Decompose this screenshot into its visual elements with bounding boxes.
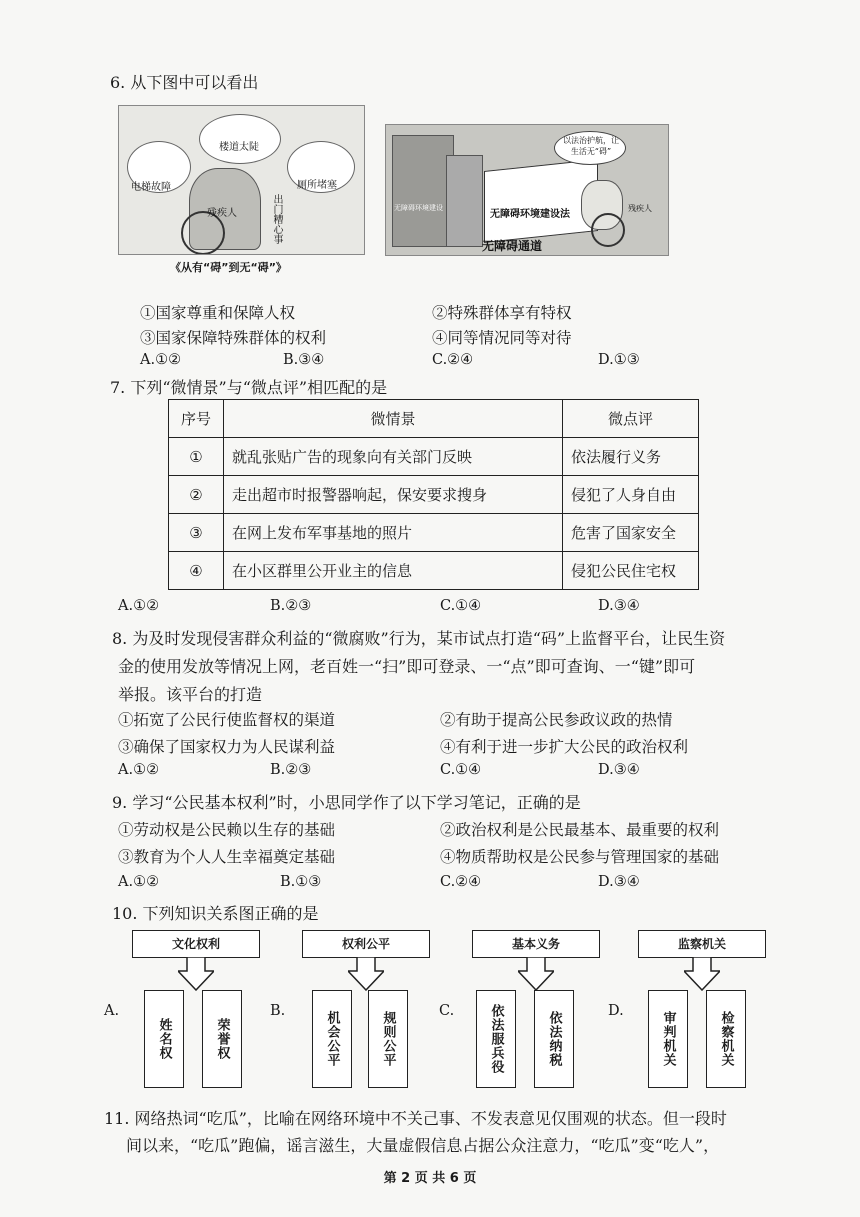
table-cell: 在小区群里公开业主的信息 [224,552,563,590]
q10-diagram-d [638,930,778,1090]
table-cell: ② [169,476,224,514]
table-cell: ① [169,438,224,476]
diagram-right-box: 检察机关 [706,990,746,1088]
building-sign: 无障碍环境建设 [394,204,443,212]
q8-stem-line-2: 金的使用发放等情况上网，老百姓一“扫”即可登录、一“点”即可查询、一“键”即可 [118,657,696,676]
cartoon-label: 楼道太陡 [219,142,259,153]
q9-choice-a: A.①② [118,874,160,890]
q6-choice-b: B.③④ [283,352,325,368]
table-cell: ③ [169,514,224,552]
q7-choice-b: B.②③ [270,598,312,614]
q10-diagram-b-letter: B. [270,1003,286,1019]
q9-choice-b: B.①③ [280,874,322,890]
q6-option-3: ③国家保障特殊群体的权利 [140,329,327,347]
q8-choice-c: C.①④ [440,762,482,778]
q8-stem-line-3: 举报。该平台的打造 [118,685,263,704]
person-label: 残疾人 [628,204,652,213]
q6-choice-a: A.①② [140,352,182,368]
q8-option-2: ②有助于提高公民参政议政的热情 [440,711,673,729]
diagram-left-box: 姓名权 [144,990,184,1088]
q6-option-4: ④同等情况同等对待 [432,329,572,347]
diagram-right-box: 依法纳税 [534,990,574,1088]
q8-option-3: ③确保了国家权力为人民谋利益 [118,738,336,756]
table-cell: 侵犯了人身自由 [563,476,699,514]
diagram-top-label: 文化权利 [132,930,260,958]
q6-option-1: ①国家尊重和保障人权 [140,304,296,322]
q7-choice-a: A.①② [118,598,160,614]
table-header: 微情景 [224,400,563,438]
diagram-top-label: 监察机关 [638,930,766,958]
q7-choice-c: C.①④ [440,598,482,614]
diagram-right-box: 荣誉权 [202,990,242,1088]
cartoon-left-image [118,105,365,255]
table-header: 微点评 [563,400,699,438]
diagram-left-box: 审判机关 [648,990,688,1088]
q6-choice-c: C.②④ [432,352,474,368]
table-row [169,552,699,590]
table-row [169,476,699,514]
sign-label: 无障碍环境建设法 [490,209,570,220]
q10-diagram-b [302,930,442,1090]
q8-choice-b: B.②③ [270,762,312,778]
table-cell: 依法履行义务 [563,438,699,476]
down-arrow-icon [348,957,384,991]
q8-stem-line-1: 8. 为及时发现侵害群众利益的“微腐败”行为，某市试点打造“码”上监督平台，让民生资 [112,629,726,648]
page-footer: 第 2 页 共 6 页 [383,1171,477,1186]
cartoon-label: 出门糟心事 [271,194,282,244]
q10-diagram-c-letter: C. [439,1003,455,1019]
q9-choice-c: C.②④ [440,874,482,890]
table-cell: 危害了国家安全 [563,514,699,552]
diagram-top-label: 基本义务 [472,930,600,958]
q8-choice-d: D.③④ [598,762,640,778]
diagram-left-box: 依法服兵役 [476,990,516,1088]
q10-diagram-a [132,930,272,1090]
table-row [169,438,699,476]
table-cell: 在网上发布军事基地的照片 [224,514,563,552]
cartoon-right-image [385,124,669,256]
diagram-top-label: 权利公平 [302,930,430,958]
road-label: 无障碍通道 [482,239,543,253]
q7-choice-d: D.③④ [598,598,640,614]
q10-diagram-a-letter: A. [104,1003,120,1019]
q9-option-3: ③教育为个人人生幸福奠定基础 [118,848,336,866]
table-header: 序号 [169,400,224,438]
down-arrow-icon [684,957,720,991]
q6-option-2: ②特殊群体享有特权 [432,304,572,322]
table-row [169,514,699,552]
cartoon-label: 厕所堵塞 [297,180,337,191]
table-header-row [169,400,699,438]
q6-choice-d: D.①③ [598,352,640,368]
q7-table [168,399,699,590]
q11-line-1: 11. 网络热词“吃瓜”，比喻在网络环境中不关己事、不发表意见仅围观的状态。但一段时 [104,1109,727,1128]
q9-option-1: ①劳动权是公民赖以生存的基础 [118,821,336,839]
q7-stem: 7. 下列“微情景”与“微点评”相匹配的是 [110,378,388,397]
q10-diagram-d-letter: D. [608,1003,624,1019]
diagram-right-box: 规则公平 [368,990,408,1088]
cartoon-label: 残疾人 [207,208,237,219]
down-arrow-icon [178,957,214,991]
down-arrow-icon [518,957,554,991]
diagram-left-box: 机会公平 [312,990,352,1088]
cartoon-label: 电梯故障 [131,182,171,193]
cartoon-caption: 《从有“碍”到无“碍”》 [170,261,287,274]
q9-stem: 9. 学习“公民基本权利”时，小思同学作了以下学习笔记，正确的是 [112,793,581,812]
q6-stem: 6. 从下图中可以看出 [110,73,259,92]
table-cell: ④ [169,552,224,590]
q9-option-2: ②政治权利是公民最基本、最重要的权利 [440,821,720,839]
table-cell: 侵犯公民住宅权 [563,552,699,590]
q9-choice-d: D.③④ [598,874,640,890]
table-cell: 就乱张贴广告的现象向有关部门反映 [224,438,563,476]
q11-line-2: 间以来，“吃瓜”跑偏，谣言滋生，大量虚假信息占据公众注意力，“吃瓜”变“吃人”， [126,1136,720,1155]
table-cell: 走出超市时报警器响起，保安要求搜身 [224,476,563,514]
speech-bubble: 以法治护航，让生活无“碍” [563,136,619,156]
q9-option-4: ④物质帮助权是公民参与管理国家的基础 [440,848,720,866]
q10-stem: 10. 下列知识关系图正确的是 [112,904,319,923]
q8-option-4: ④有利于进一步扩大公民的政治权利 [440,738,689,756]
q10-diagram-c [472,930,612,1090]
q8-option-1: ①拓宽了公民行使监督权的渠道 [118,711,336,729]
q8-choice-a: A.①② [118,762,160,778]
